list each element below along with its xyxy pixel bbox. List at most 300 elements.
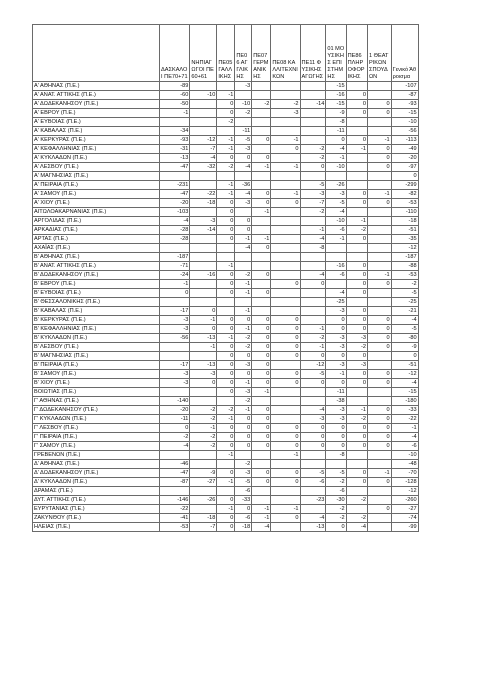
table-body — [33, 82, 476, 532]
value-cell: -51 — [391, 226, 418, 235]
value-cell — [300, 172, 326, 181]
value-cell: 0 — [252, 415, 271, 424]
value-cell — [271, 181, 300, 190]
value-cell: 0 — [190, 307, 217, 316]
value-cell: -97 — [391, 163, 418, 172]
value-cell: -88 — [391, 262, 418, 271]
value-cell: -1 — [217, 451, 235, 460]
table-row — [33, 487, 476, 496]
value-cell: 0 — [346, 370, 367, 379]
value-cell: 0 — [346, 136, 367, 145]
value-cell — [368, 523, 392, 532]
table-row — [33, 199, 476, 208]
table-row — [33, 100, 476, 109]
value-cell: -5 — [300, 370, 326, 379]
value-cell: -5 — [391, 325, 418, 334]
value-cell — [190, 100, 217, 109]
value-cell — [271, 271, 300, 280]
value-cell: -82 — [391, 190, 418, 199]
value-cell: -1 — [271, 505, 300, 514]
value-cell — [300, 451, 326, 460]
value-cell: -1 — [217, 145, 235, 154]
value-cell — [346, 397, 367, 406]
value-cell: 0 — [217, 343, 235, 352]
value-cell: -99 — [391, 523, 418, 532]
table-row — [33, 181, 476, 190]
value-cell: -113 — [391, 136, 418, 145]
value-cell: -35 — [391, 235, 418, 244]
value-cell: -3 — [160, 325, 190, 334]
value-cell — [271, 226, 300, 235]
table-row — [33, 154, 476, 163]
value-cell: -2 — [235, 109, 252, 118]
value-cell: -231 — [160, 181, 190, 190]
region-name-cell: Β' ΣΑΜΟΥ (Π.Ε.) — [33, 370, 160, 379]
value-cell — [190, 298, 217, 307]
value-cell — [252, 127, 271, 136]
value-cell — [160, 352, 190, 361]
value-cell: 0 — [368, 109, 392, 118]
value-cell: -2 — [235, 334, 252, 343]
value-cell: -1 — [235, 307, 252, 316]
value-cell: -53 — [391, 271, 418, 280]
value-cell — [271, 208, 300, 217]
value-cell: 0 — [271, 469, 300, 478]
value-cell: -4 — [160, 442, 190, 451]
value-cell — [190, 244, 217, 253]
value-cell — [235, 208, 252, 217]
table-row — [33, 433, 476, 442]
value-cell: -70 — [391, 469, 418, 478]
region-name-cell: ΒΟΙΩΤΙΑΣ (Π.Ε.) — [33, 388, 160, 397]
value-cell: -36 — [235, 181, 252, 190]
value-cell: -87 — [391, 91, 418, 100]
value-cell: 0 — [300, 442, 326, 451]
value-cell: -1 — [271, 163, 300, 172]
value-cell — [300, 253, 326, 262]
region-name-cell: Α' ΜΑΓΝΗΣΙΑΣ (Π.Ε.) — [33, 172, 160, 181]
header-cell: ΝΗΠΙΑΓΩΓΟΙ ΠΕ60+61 — [190, 25, 217, 82]
region-name-cell: Α' ΑΘΗΝΑΣ (Π.Ε.) — [33, 82, 160, 91]
value-cell: -5 — [235, 478, 252, 487]
value-cell: -47 — [160, 163, 190, 172]
value-cell — [252, 280, 271, 289]
value-cell: -2 — [160, 433, 190, 442]
value-cell: -20 — [160, 199, 190, 208]
value-cell: 0 — [235, 217, 252, 226]
table-row — [33, 109, 476, 118]
value-cell — [346, 172, 367, 181]
region-name-cell: Α' ΕΒΡΟΥ (Π.Ε.) — [33, 109, 160, 118]
value-cell: -2 — [326, 478, 346, 487]
value-cell: -6 — [235, 487, 252, 496]
value-cell — [368, 262, 392, 271]
value-cell: 0 — [252, 469, 271, 478]
value-cell: 0 — [300, 163, 326, 172]
value-cell — [346, 244, 367, 253]
value-cell: -16 — [326, 262, 346, 271]
value-cell — [160, 244, 190, 253]
value-cell: -1 — [252, 235, 271, 244]
value-cell: -3 — [235, 469, 252, 478]
value-cell: -2 — [252, 100, 271, 109]
value-cell: 0 — [271, 334, 300, 343]
value-cell — [368, 397, 392, 406]
value-cell: -20 — [160, 406, 190, 415]
value-cell: -1 — [217, 505, 235, 514]
value-cell: -2 — [346, 496, 367, 505]
value-cell: -187 — [160, 253, 190, 262]
region-name-cell: Β' ΑΘΗΝΑΣ (Π.Ε.) — [33, 253, 160, 262]
table-row — [33, 316, 476, 325]
value-cell — [300, 217, 326, 226]
value-cell — [271, 397, 300, 406]
value-cell — [217, 172, 235, 181]
value-cell — [300, 505, 326, 514]
value-cell: -10 — [326, 163, 346, 172]
region-name-cell: Α' ΚΕΡΚΥΡΑΣ (Π.Ε.) — [33, 136, 160, 145]
value-cell: -1 — [368, 469, 392, 478]
value-cell: -1 — [252, 388, 271, 397]
value-cell: 0 — [271, 379, 300, 388]
value-cell: 0 — [391, 352, 418, 361]
value-cell — [160, 298, 190, 307]
value-cell: -8 — [326, 118, 346, 127]
value-cell — [271, 460, 300, 469]
table-row — [33, 325, 476, 334]
value-cell: -22 — [160, 505, 190, 514]
value-cell: -13 — [160, 154, 190, 163]
value-cell: -2 — [391, 280, 418, 289]
table-row — [33, 226, 476, 235]
value-cell: -3 — [326, 307, 346, 316]
region-name-cell: ΑΡΤΑΣ (Π.Ε.) — [33, 235, 160, 244]
value-cell — [368, 289, 392, 298]
value-cell: -2 — [326, 514, 346, 523]
table-row — [33, 388, 476, 397]
value-cell: 0 — [271, 424, 300, 433]
value-cell: -4 — [391, 316, 418, 325]
value-cell: -2 — [346, 226, 367, 235]
region-name-cell: Γ' ΣΑΜΟΥ (Π.Ε.) — [33, 442, 160, 451]
value-cell: -38 — [326, 397, 346, 406]
value-cell: -3 — [326, 190, 346, 199]
header-cell: ΠΕ06 ΑΓΓΛΙΚΗΣ — [235, 25, 252, 82]
value-cell: -25 — [326, 298, 346, 307]
value-cell: 0 — [217, 433, 235, 442]
value-cell: 0 — [271, 325, 300, 334]
value-cell: 0 — [368, 415, 392, 424]
value-cell — [271, 496, 300, 505]
data-table — [32, 24, 476, 532]
value-cell: -18 — [190, 514, 217, 523]
value-cell: 0 — [300, 433, 326, 442]
value-cell: -15 — [391, 388, 418, 397]
value-cell: -50 — [160, 100, 190, 109]
value-cell: 0 — [368, 424, 392, 433]
value-cell: 0 — [252, 343, 271, 352]
value-cell: -4 — [235, 244, 252, 253]
value-cell: -2 — [271, 100, 300, 109]
value-cell: -2 — [300, 145, 326, 154]
value-cell — [252, 91, 271, 100]
table-row — [33, 415, 476, 424]
value-cell: -2 — [190, 433, 217, 442]
value-cell — [217, 460, 235, 469]
value-cell: 0 — [252, 424, 271, 433]
value-cell: -128 — [391, 478, 418, 487]
value-cell — [217, 397, 235, 406]
value-cell — [190, 208, 217, 217]
region-name-cell: Α' ΚΕΦΑΛΛΗΝΙΑΣ (Π.Ε.) — [33, 145, 160, 154]
value-cell: 0 — [326, 325, 346, 334]
table-row — [33, 460, 476, 469]
table-row — [33, 469, 476, 478]
value-cell: -27 — [391, 505, 418, 514]
value-cell — [252, 307, 271, 316]
value-cell — [368, 253, 392, 262]
value-cell: -1 — [190, 424, 217, 433]
value-cell: 0 — [346, 199, 367, 208]
value-cell — [368, 298, 392, 307]
table-row — [33, 271, 476, 280]
region-name-cell: ΖΑΚΥΝΘΟΥ (Π.Ε.) — [33, 514, 160, 523]
value-cell: 0 — [252, 433, 271, 442]
value-cell — [368, 208, 392, 217]
value-cell: -13 — [190, 334, 217, 343]
value-cell: 0 — [271, 316, 300, 325]
value-cell: -5 — [300, 469, 326, 478]
value-cell: -1 — [217, 181, 235, 190]
value-cell: -15 — [391, 109, 418, 118]
value-cell: -2 — [190, 442, 217, 451]
value-cell: 0 — [217, 109, 235, 118]
value-cell — [346, 460, 367, 469]
value-cell: 0 — [252, 136, 271, 145]
value-cell — [235, 91, 252, 100]
value-cell: 0 — [252, 244, 271, 253]
value-cell: -1 — [391, 424, 418, 433]
value-cell — [190, 118, 217, 127]
value-cell — [271, 244, 300, 253]
value-cell — [190, 82, 217, 91]
value-cell — [271, 91, 300, 100]
value-cell: -1 — [217, 190, 235, 199]
value-cell: -1 — [252, 505, 271, 514]
value-cell — [252, 496, 271, 505]
value-cell: 0 — [326, 433, 346, 442]
value-cell: 0 — [252, 442, 271, 451]
table-row — [33, 424, 476, 433]
value-cell: -1 — [235, 325, 252, 334]
value-cell: -1 — [235, 379, 252, 388]
value-cell: 0 — [252, 325, 271, 334]
value-cell — [190, 253, 217, 262]
value-cell — [368, 514, 392, 523]
value-cell: 0 — [300, 424, 326, 433]
value-cell — [252, 487, 271, 496]
value-cell: -3 — [326, 406, 346, 415]
value-cell: 0 — [217, 325, 235, 334]
value-cell: 0 — [271, 343, 300, 352]
value-cell: 0 — [368, 154, 392, 163]
value-cell: -47 — [160, 190, 190, 199]
value-cell: 0 — [368, 379, 392, 388]
value-cell: -93 — [160, 136, 190, 145]
value-cell — [160, 451, 190, 460]
value-cell: 0 — [252, 370, 271, 379]
value-cell: 0 — [368, 325, 392, 334]
value-cell: 0 — [252, 289, 271, 298]
table-row — [33, 289, 476, 298]
value-cell — [252, 217, 271, 226]
value-cell: 0 — [217, 469, 235, 478]
value-cell: -33 — [235, 496, 252, 505]
value-cell: -110 — [391, 208, 418, 217]
header-cell: ΠΕ08 ΚΑΛΛΙΤΕΧΝΙΚΩΝ — [271, 25, 300, 82]
value-cell: -1 — [346, 217, 367, 226]
value-cell: -4 — [326, 208, 346, 217]
value-cell — [368, 82, 392, 91]
value-cell: 0 — [235, 370, 252, 379]
value-cell — [368, 127, 392, 136]
value-cell — [252, 397, 271, 406]
value-cell: -32 — [190, 163, 217, 172]
region-name-cell: ΑΧΑΪΑΣ (Π.Ε.) — [33, 244, 160, 253]
value-cell — [190, 487, 217, 496]
value-cell — [160, 343, 190, 352]
value-cell: -146 — [160, 496, 190, 505]
value-cell: -3 — [190, 217, 217, 226]
value-cell: -53 — [391, 199, 418, 208]
value-cell: 0 — [271, 442, 300, 451]
value-cell — [252, 82, 271, 91]
value-cell: 0 — [271, 433, 300, 442]
value-cell: -2 — [300, 208, 326, 217]
value-cell — [252, 460, 271, 469]
value-cell: -11 — [326, 388, 346, 397]
value-cell: -16 — [326, 91, 346, 100]
value-cell — [300, 127, 326, 136]
value-cell: -7 — [190, 145, 217, 154]
value-cell: -2 — [300, 334, 326, 343]
value-cell — [271, 523, 300, 532]
value-cell: -1 — [160, 280, 190, 289]
value-cell: -5 — [326, 199, 346, 208]
value-cell — [271, 415, 300, 424]
value-cell: 0 — [346, 91, 367, 100]
value-cell — [346, 181, 367, 190]
region-name-cell: Α' ΣΑΜΟΥ (Π.Ε.) — [33, 190, 160, 199]
region-name-cell: Β' ΛΕΣΒΟΥ (Π.Ε.) — [33, 343, 160, 352]
value-cell — [235, 298, 252, 307]
value-cell — [217, 127, 235, 136]
value-cell: -6 — [326, 271, 346, 280]
region-name-cell: ΕΥΡΥΤΑΝΙΑΣ (Π.Ε.) — [33, 505, 160, 514]
value-cell: 0 — [346, 325, 367, 334]
value-cell — [252, 181, 271, 190]
value-cell — [271, 217, 300, 226]
value-cell: -3 — [346, 361, 367, 370]
value-cell: 0 — [271, 514, 300, 523]
value-cell: -12 — [391, 370, 418, 379]
value-cell: 0 — [160, 289, 190, 298]
table-row — [33, 361, 476, 370]
value-cell — [368, 496, 392, 505]
value-cell: -4 — [300, 406, 326, 415]
value-cell: 0 — [252, 352, 271, 361]
region-name-cell: Γ' ΔΩΔΕΚΑΝΗΣΟΥ (Π.Ε.) — [33, 406, 160, 415]
value-cell: 0 — [252, 271, 271, 280]
value-cell — [271, 118, 300, 127]
value-cell: -6 — [326, 226, 346, 235]
value-cell: -2 — [235, 397, 252, 406]
value-cell — [190, 172, 217, 181]
region-name-cell: Β' ΘΕΣΣΑΛΟΝΙΚΗΣ (Π.Ε.) — [33, 298, 160, 307]
value-cell: -9 — [190, 469, 217, 478]
value-cell: -4 — [235, 163, 252, 172]
value-cell: -3 — [326, 361, 346, 370]
table-row — [33, 478, 476, 487]
header-cell: 1 ΘΕΑΤΡΙΚΩΝ ΣΠΟΥΔΩΝ — [368, 25, 392, 82]
value-cell — [252, 145, 271, 154]
table-row — [33, 442, 476, 451]
table-row — [33, 343, 476, 352]
value-cell: -12 — [190, 136, 217, 145]
value-cell: 0 — [217, 361, 235, 370]
value-cell — [252, 118, 271, 127]
value-cell: -1 — [190, 316, 217, 325]
value-cell: -180 — [391, 397, 418, 406]
value-cell — [252, 253, 271, 262]
value-cell: -26 — [326, 181, 346, 190]
spreadsheet — [32, 24, 476, 680]
value-cell: 0 — [346, 289, 367, 298]
value-cell: -89 — [160, 82, 190, 91]
value-cell: 0 — [326, 523, 346, 532]
value-cell: -187 — [391, 253, 418, 262]
value-cell — [217, 487, 235, 496]
region-name-cell: ΑΙΤΩΛΟΑΚΑΡΝΑΝΙΑΣ (Π.Ε.) — [33, 208, 160, 217]
region-name-cell: ΑΡΚΑΔΙΑΣ (Π.Ε.) — [33, 226, 160, 235]
header-cell-region — [33, 25, 160, 82]
value-cell: -18 — [235, 523, 252, 532]
value-cell: 0 — [217, 379, 235, 388]
value-cell: -5 — [300, 181, 326, 190]
value-cell — [217, 82, 235, 91]
value-cell: -3 — [160, 370, 190, 379]
table-row — [33, 352, 476, 361]
value-cell — [368, 244, 392, 253]
value-cell: 0 — [235, 442, 252, 451]
value-cell: -18 — [391, 217, 418, 226]
value-cell: -1 — [252, 208, 271, 217]
value-cell — [235, 253, 252, 262]
table-row — [33, 406, 476, 415]
value-cell — [368, 226, 392, 235]
value-cell: -13 — [190, 361, 217, 370]
value-cell: 0 — [346, 109, 367, 118]
value-cell: 0 — [346, 442, 367, 451]
value-cell — [190, 505, 217, 514]
table-row — [33, 145, 476, 154]
value-cell: 0 — [346, 235, 367, 244]
region-name-cell: Γ' ΚΥΚΛΑΔΩΝ (Π.Ε.) — [33, 415, 160, 424]
value-cell: -3 — [235, 82, 252, 91]
value-cell: 0 — [217, 235, 235, 244]
value-cell: -3 — [160, 379, 190, 388]
value-cell: -31 — [160, 145, 190, 154]
